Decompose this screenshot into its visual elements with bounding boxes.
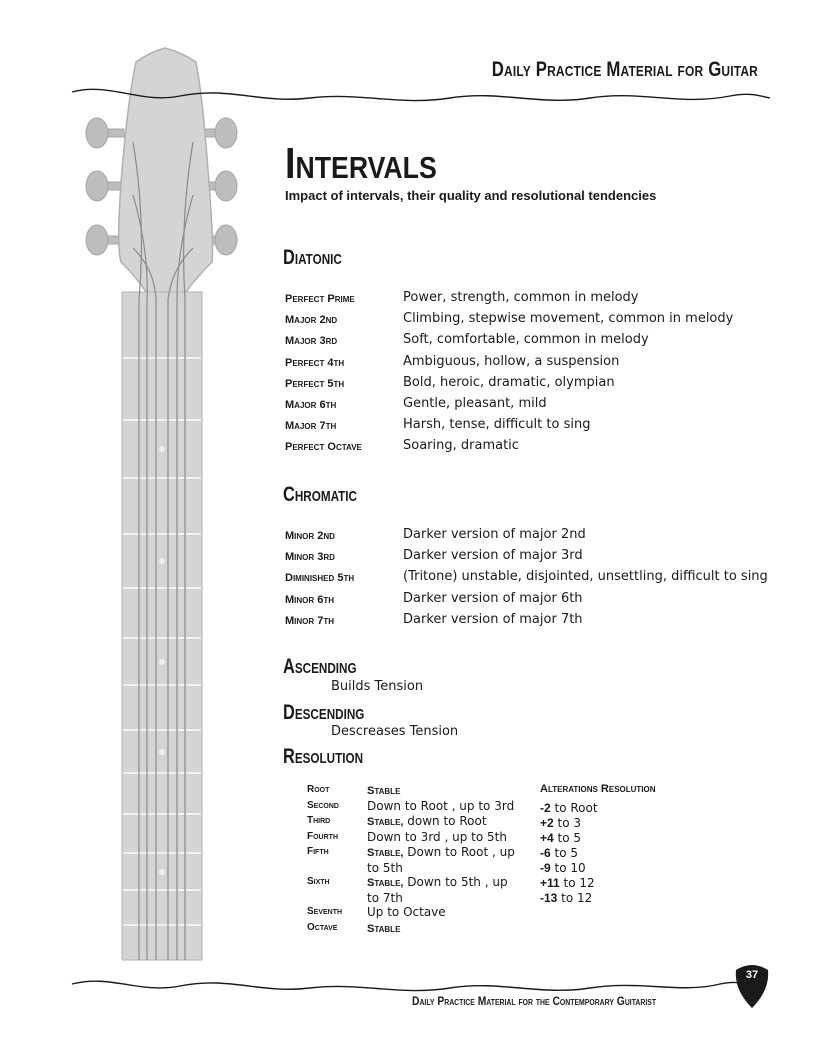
interval-name: Major 2nd [285,314,338,327]
interval-description: Darker version of major 2nd [403,527,586,542]
table-row [307,921,515,937]
resolution-text: Up to Octave [367,905,446,919]
table-row [307,799,515,815]
list-item [540,801,656,816]
interval-description: Darker version of major 6th [403,590,583,606]
resolution-lead: Stable, [367,877,404,889]
chromatic-heading: Chromatic [283,483,358,506]
interval-description: Soaring, dramatic [403,438,519,454]
interval-name: Perfect 5th [285,377,345,390]
ascending-text: Builds Tension [331,679,424,694]
resolution-lead: Stable [367,922,401,935]
degree-name: Sixth [307,876,330,887]
interval-name: Perfect Octave [285,441,362,454]
headstock [119,48,213,300]
alteration-number: -2 [540,801,551,815]
list-item [540,846,656,861]
interval-name: Major 7th [285,420,337,433]
interval-name: Minor 3rd [285,551,335,564]
alteration-number: +4 [540,831,554,845]
alteration-target: to 3 [553,816,581,830]
list-item [540,816,656,831]
resolution-text: Down to 5th , up to 7th [367,875,508,905]
resolution-text: Down to 3rd , up to 5th [367,829,507,844]
degree-name: Octave [307,921,338,933]
list-item [540,861,656,876]
degree-name: Fifth [307,846,329,857]
degree-name: Fourth [307,830,338,842]
interval-name: Major 3rd [285,335,338,348]
interval-description: Ambiguous, hollow, a suspension [403,353,620,369]
interval-description: Darker version of major 3rd [403,548,583,564]
list-item [540,891,656,906]
degree-name: Second [307,799,339,811]
alteration-number: -9 [540,861,551,875]
footer-wave-line [72,981,742,990]
interval-description: Climbing, stepwise movement, common in melody [403,311,734,327]
resolution-text: down to Root [403,814,487,828]
table-row [307,905,515,921]
footer-text: Daily Practice Material for the Contemporary Guitarist [412,994,657,1008]
table-row [307,814,515,830]
interval-name: Perfect Prime [285,293,355,305]
interval-name: Minor 6th [285,593,335,606]
interval-description: Harsh, tense, difficult to sing [403,417,591,433]
page-title: Intervals [285,139,437,188]
degree-name: Seventh [307,906,343,917]
list-item [540,831,656,846]
resolution-text: Down to Root , up to 3rd [367,798,515,813]
interval-description: (Tritone) unstable, disjointed, unsettling, difficult to sing [403,569,768,585]
alteration-target: to 12 [557,891,593,905]
interval-name: Perfect 4th [285,356,345,369]
interval-description: Bold, heroic, dramatic, olympian [403,374,615,390]
alteration-number: -6 [540,846,551,860]
page-subtitle: Impact of intervals, their quality and resolutional tendencies [285,188,657,203]
resolution-lead: Stable, [367,847,404,859]
table-row [307,845,515,875]
alteration-number: +11 [540,876,560,890]
ascending-heading: Ascending [283,655,357,678]
alterations-resolution [540,783,656,906]
page-number: 37 [745,969,759,981]
alteration-target: to 5 [550,846,578,860]
alteration-target: to 5 [553,831,581,845]
alteration-target: to 12 [559,876,595,890]
alterations-heading: Alterations Resolution [540,783,656,795]
interval-name: Diminished 5th [285,572,355,585]
resolution-text: Down to Root , up to 5th [367,845,515,875]
interval-description: Soft, comfortable, common in melody [403,332,649,348]
interval-description: Darker version of major 7th [403,611,583,627]
resolution-lead: Stable, [367,816,404,828]
degree-name: Third [307,815,331,826]
diatonic-heading: Diatonic [283,246,342,269]
table-row [307,783,515,799]
resolution-table [307,783,515,936]
interval-description: Gentle, pleasant, mild [403,395,547,411]
descending-heading: Descending [283,701,365,724]
alteration-number: -13 [540,891,558,905]
descending-text: Descreases Tension [331,724,459,739]
alteration-target: to 10 [550,861,586,875]
degree-name: Root [307,784,330,795]
resolution-heading: Resolution [283,745,364,768]
table-row [307,830,515,846]
interval-name: Major 6th [285,398,337,411]
table-row [307,875,515,905]
resolution-lead: Stable [367,785,401,797]
alteration-number: +2 [540,816,554,830]
interval-name: Minor 7th [285,614,335,627]
alteration-target: to Root [550,801,598,815]
interval-name: Minor 2nd [285,530,335,542]
list-item [540,876,656,891]
interval-description: Power, strength, common in melody [403,290,639,305]
header-title: Daily Practice Material for Guitar [491,58,758,81]
fretboard [122,292,202,960]
